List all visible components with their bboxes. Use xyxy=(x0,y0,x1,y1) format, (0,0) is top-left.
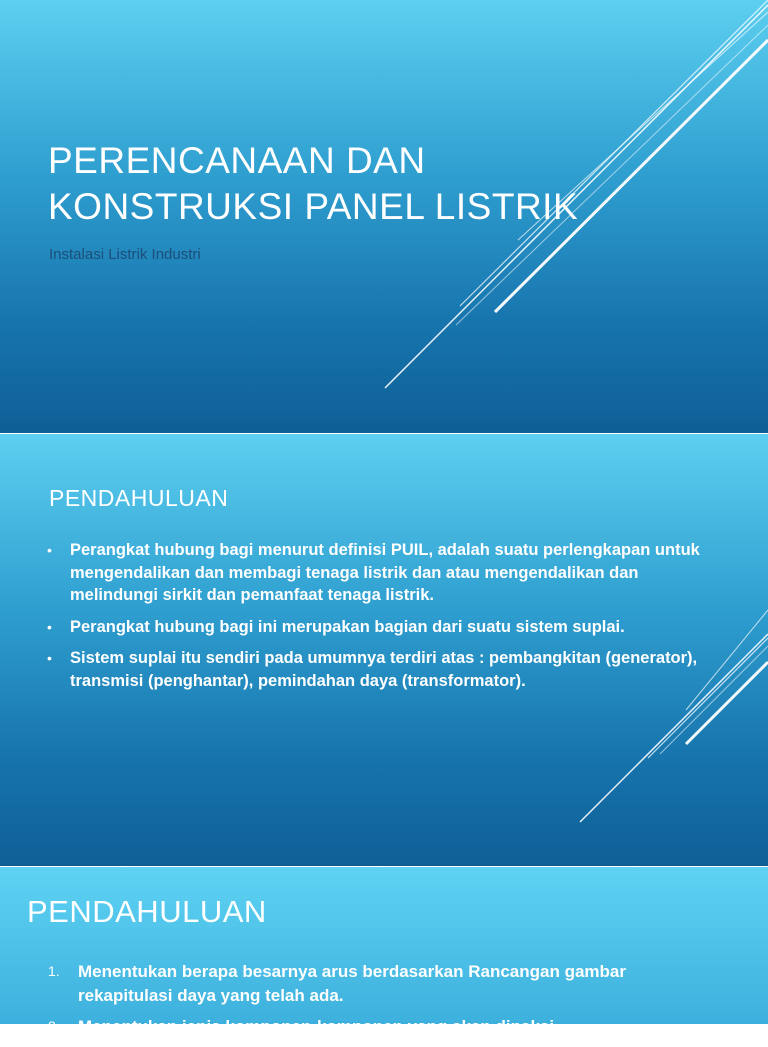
item-text: Menentukan jenis komponen-komponen yang akan dipakai xyxy=(78,1017,555,1036)
item-number: 1. xyxy=(48,963,60,979)
numbered-item xyxy=(48,960,668,1007)
section-heading: PENDAHULUAN xyxy=(27,894,267,929)
numbered-item xyxy=(48,1015,668,1039)
slide-title-line: KONSTRUKSI PANEL LISTRIK xyxy=(48,186,579,227)
bullet-marker: • xyxy=(47,542,52,558)
bullet-text: Perangkat hubung bagi menurut definisi PUIL, adalah suatu perlengkapan untuk mengendalikan dan membagi tenaga listrik dan atau mengendalikan dan melindungi sirkit dan pemanfaat tenaga listrik. xyxy=(70,541,700,604)
title-slide xyxy=(0,0,768,433)
slide-title xyxy=(48,138,579,230)
bullet-item xyxy=(47,616,707,639)
numbered-list xyxy=(48,960,668,1047)
slide-subtitle: Instalasi Listrik Industri xyxy=(49,246,201,263)
slide-title-line: PERENCANAAN DAN xyxy=(48,140,426,181)
bullet-text: Sistem suplai itu sendiri pada umumnya terdiri atas : pembangkitan (generator), transmisi (penghantar), pemindahan daya (transformator). xyxy=(70,649,698,690)
item-text: Menentukan berapa besarnya arus berdasarkan Rancangan gambar rekapitulasi daya yang telah ada. xyxy=(78,962,626,1005)
bullet-marker: • xyxy=(47,618,52,635)
bullet-list xyxy=(47,539,707,701)
intro-slide xyxy=(0,434,768,866)
item-number: 2. xyxy=(48,1018,60,1034)
bullet-text: Perangkat hubung bagi ini merupakan bagian dari suatu sistem suplai. xyxy=(70,617,625,636)
bullet-marker: • xyxy=(47,650,52,666)
numbered-slide xyxy=(0,867,768,1036)
bullet-item xyxy=(47,539,707,607)
bullet-item xyxy=(47,647,707,692)
section-heading: PENDAHULUAN xyxy=(49,485,229,511)
